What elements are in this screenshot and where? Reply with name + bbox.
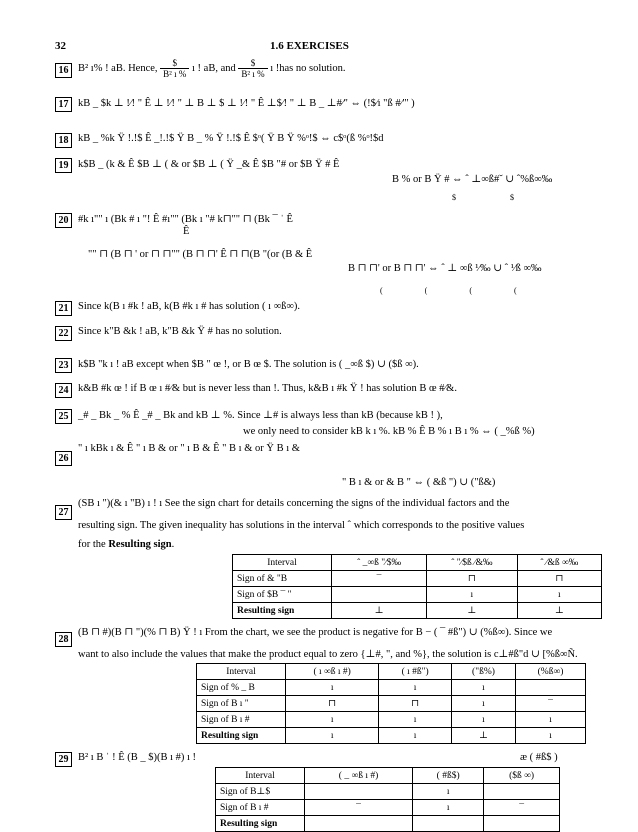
table-cell: ı [413, 800, 484, 816]
problem-27-line3a: for the [78, 539, 106, 550]
problem-28-lead: (B ⊓ #)(B ⊓ ")(% ⊓ B) Ÿ ! ı [78, 627, 203, 638]
table-cell: Resulting sign [216, 816, 305, 832]
problem-number: 25 [55, 409, 72, 424]
sign-chart-27 [232, 554, 602, 619]
table-cell: ¯ [516, 696, 586, 712]
problem-27-line2b: which corresponds to the positive values [353, 520, 525, 531]
table-header: (%ß∞) [516, 664, 586, 680]
table-cell: Sign of % _ B [197, 680, 286, 696]
problem-27-line3b: Resulting sign [108, 539, 172, 550]
sign-chart-28 [196, 663, 586, 744]
table-cell: ı [516, 712, 586, 728]
table-cell: ı [379, 680, 452, 696]
table-row [233, 555, 602, 571]
table-header: Interval [216, 768, 305, 784]
table-row [233, 603, 602, 619]
problem-29-answer: æ ( #ß$ ) [520, 752, 558, 763]
table-cell: Sign of B ı " [197, 696, 286, 712]
table-row [216, 784, 560, 800]
table-row [197, 712, 586, 728]
page-number: 32 [55, 40, 66, 52]
table-row [233, 571, 602, 587]
problem-number: 21 [55, 301, 72, 316]
sign-chart-29 [215, 767, 560, 832]
problem-16-intro: B² ı% ! aB. Hence, [78, 62, 158, 74]
problem-number: 26 [55, 451, 72, 466]
problem-19-frac-b: $ [510, 193, 514, 202]
table-cell [332, 587, 427, 603]
problem-18-text: kB _ %k Ÿ !.!$ Ê _!.!$ Ÿ B _ % Ÿ !.!$ Ê $ᵒ( Ÿ B Ÿ %ᵒ!$ ⇔ c$ᵒ(ß %ᵒ!$d [78, 133, 384, 144]
table-cell: ⊓ [379, 696, 452, 712]
table-cell: ı [451, 696, 515, 712]
problem-number: 23 [55, 358, 72, 373]
problem-27-line2a: resulting sign. The given inequality has solutions in the interval ˆ [78, 520, 352, 531]
problem-21-text: Since k(B ı #k ! aB, k(B #k ı # has solution ( ı ∞ß∞). [78, 301, 301, 312]
table-cell: ¯ [305, 800, 413, 816]
problem-25-line2: we only need to consider kB k ı %. kB % Ê B % ı B ı % ⇔ ( _%ß %) [243, 426, 535, 437]
table-cell: ı [413, 784, 484, 800]
problem-27-lead: (SB ı ")(& ı "B) ı ! ı [78, 498, 163, 509]
fraction [160, 58, 189, 79]
problem-19-line2: B % or B Ÿ # ⇔ ˆ ⊥∞ß#˘ ∪ ˆ%ß∞‰ [392, 174, 553, 185]
fraction-denominator: B² ı % [163, 69, 187, 79]
problem-16-end: ı !has no solution. [270, 62, 346, 74]
table-header: ( ı ∞ß ı #) [286, 664, 379, 680]
table-cell: ⊥ [451, 728, 515, 744]
table-cell: ı [286, 712, 379, 728]
problem-20-line3: B ⊓ ⊓' or B ⊓ ⊓' ⇔ ˆ ⊥ ∞ß ¹⁄‰ ∪ ˆ ¹⁄ß ∞‰ [348, 263, 542, 274]
table-cell: ı [516, 728, 586, 744]
table-row [197, 728, 586, 744]
problem-28-line1 [78, 626, 552, 638]
table-cell [484, 784, 560, 800]
problem-20-line4: ( ( ( ( [380, 286, 517, 295]
problem-number: 18 [55, 133, 72, 148]
table-cell [484, 816, 560, 832]
table-cell [516, 680, 586, 696]
problem-16-mid: ı ! aB, and [192, 62, 236, 74]
problem-number: 20 [55, 213, 72, 228]
problem-29-text: B² ı B ˈ ! Ê (B _ $)(B ı #) ı ! [78, 752, 197, 763]
table-cell: Resulting sign [233, 603, 332, 619]
fraction-numerator: $ [160, 58, 189, 69]
problem-17-text: kB _ $k ⊥ !⁄! " Ê ⊥ !⁄! " ⊥ B ⊥ $ ⊥ !⁄! " Ê ⊥$⁄! " ⊥ B _ ⊥#⁄" ⇔ (!$⁄ı "ß #⁄"' ) [78, 98, 415, 109]
table-cell [305, 816, 413, 832]
problem-27-line2 [78, 520, 524, 531]
table-cell: Resulting sign [197, 728, 286, 744]
table-row [216, 768, 560, 784]
problem-20-line1b: Ê [183, 226, 190, 237]
table-header: ( ı #ß") [379, 664, 452, 680]
problem-26-line2: " B ı & or & B " ⇔ ( &ß ") ∪ ("ß&) [342, 477, 496, 488]
problem-number: 29 [55, 752, 72, 767]
table-cell: ı [379, 728, 452, 744]
table-row [216, 800, 560, 816]
table-cell: ı [427, 587, 518, 603]
table-header: ( #ß$) [413, 768, 484, 784]
table-cell: Sign of $B ¯ " [233, 587, 332, 603]
problem-number: 17 [55, 97, 72, 112]
table-cell: Sign of & "B [233, 571, 332, 587]
problem-28-line2: want to also include the values that make the product equal to zero {⊥#, ", and %}, the solution is c⊥#ß"d ∪ [%ß∞Ñ. [78, 649, 578, 660]
section-title: 1.6 EXERCISES [270, 40, 349, 52]
table-header: Interval [233, 555, 332, 571]
problem-24-text: k&B #k œ ! if B œ ı #⁄& but is never less than !. Thus, k&B ı #k Ÿ ! has solution B œ #⁄&. [78, 383, 457, 394]
table-cell: ⊥ [427, 603, 518, 619]
table-cell [413, 816, 484, 832]
problem-27-line1 [78, 498, 509, 509]
fraction-numerator: $ [238, 58, 267, 69]
problem-28-text: From the chart, we see the product is negative for B − ( ¯ #ß") ∪ (%ß∞). Since we [204, 627, 553, 638]
problem-27-line3c: . [171, 539, 175, 550]
table-cell: ¯ [484, 800, 560, 816]
table-cell: ı [379, 712, 452, 728]
table-cell: ı [451, 712, 515, 728]
problem-19-frac-a: $ [452, 193, 456, 202]
table-header: ˆ ⁄&ß ∞‰ [517, 555, 601, 571]
problem-number: 22 [55, 326, 72, 341]
problem-number: 27 [55, 505, 72, 520]
problem-19-line1: k$B _ (k & Ê $B ⊥ ( & or $B ⊥ ( Ÿ _& Ê $B "# or $B Ÿ # Ê [78, 159, 340, 170]
fraction-denominator: B² ı % [241, 69, 265, 79]
table-header: ( _ ∞ß ı #) [305, 768, 413, 784]
table-cell: ı [451, 680, 515, 696]
problem-22-text: Since k"B &k ! aB, k"B &k Ÿ # has no solution. [78, 326, 282, 337]
table-cell: Sign of B ı # [216, 800, 305, 816]
problem-number: 19 [55, 158, 72, 173]
table-cell: ⊥ [517, 603, 601, 619]
table-cell: Sign of B ı # [197, 712, 286, 728]
table-cell: ⊓ [517, 571, 601, 587]
table-cell: ⊓ [286, 696, 379, 712]
table-header: ˆ _∞ß "⁄$‰ [332, 555, 427, 571]
problem-number: 24 [55, 383, 72, 398]
table-cell: Sign of B⊥$ [216, 784, 305, 800]
table-header: ˆ "⁄$ß ⁄&‰ [427, 555, 518, 571]
table-cell: ⊓ [427, 571, 518, 587]
table-cell: ¯ [332, 571, 427, 587]
problem-23-text: k$B "k ı ! aB except when $B " œ !, or B œ $. The solution is ( _∞ß $) ∪ ($ß ∞). [78, 359, 419, 370]
table-cell [305, 784, 413, 800]
problem-25-line1: _# _ Bk _ % Ê _# _ Bk and kB ⊥ %. Since ⊥# is always less than kB (because kB ! ), [78, 410, 443, 421]
table-header: ($ß ∞) [484, 768, 560, 784]
problem-20-line1: #k ı"" ı (Bk # ı "! Ê #ı"" (Bk ı "# k⊓"" ⊓ (Bk ¯ ˈ Ê [78, 214, 293, 225]
problem-26-line1: " ı kBk ı & Ê " ı B & or " ı B & Ê " B ı & or Ÿ B ı & [78, 443, 300, 454]
table-row [216, 816, 560, 832]
table-cell: ı [286, 680, 379, 696]
problem-27-text: See the sign chart for details concerning the signs of the individual factors and the [164, 498, 510, 509]
table-cell: ı [286, 728, 379, 744]
table-row [197, 680, 586, 696]
problem-number: 28 [55, 632, 72, 647]
problem-27-line3 [78, 539, 174, 550]
table-cell: ı [517, 587, 601, 603]
problem-number: 16 [55, 63, 72, 78]
fraction [238, 58, 267, 79]
problem-16-text [78, 58, 345, 79]
table-cell: ⊥ [332, 603, 427, 619]
table-header: ("ß%) [451, 664, 515, 680]
table-row [197, 696, 586, 712]
table-row [197, 664, 586, 680]
table-header: Interval [197, 664, 286, 680]
table-row [233, 587, 602, 603]
problem-20-line2: "" ⊓ (B ⊓ ' or ⊓ ⊓"" (B ⊓ ⊓' Ê ⊓ ⊓(B "(or (B & Ê [88, 249, 313, 260]
